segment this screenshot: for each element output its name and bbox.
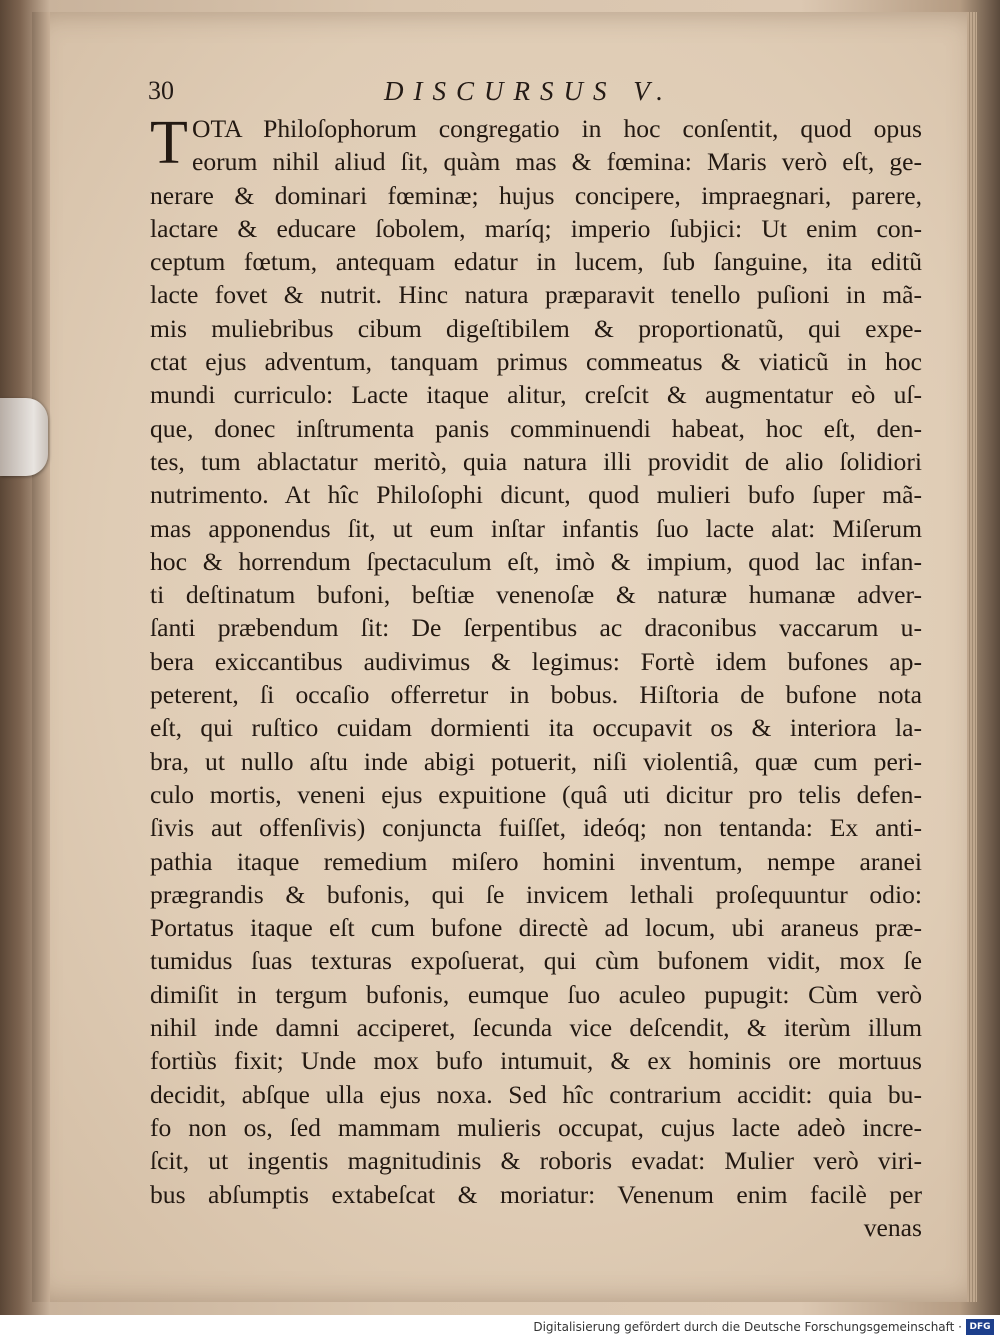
catchword: venas <box>863 1212 922 1242</box>
text-line: fo non os, ſed mammam mulieris occupat, cujus lacte adeò incre- <box>150 1112 922 1142</box>
text-line: ctat ejus adventum, tanquam primus commeatus & viaticũ in hoc <box>150 347 922 377</box>
text-line: culo mortis, veneni ejus expuitione (quâ uti dicitur pro telis defen- <box>150 779 922 809</box>
text-line: eſt, qui ruſtico cuidam dormienti ita occupavit os & interiora la- <box>150 713 922 743</box>
drop-cap: T <box>150 109 188 177</box>
text-line: bus abſumptis extabeſcat & moriatur: Venenum enim facilè per <box>150 1179 922 1209</box>
page-number: 30 <box>148 76 174 105</box>
text-line: ſivis aut offenſivis) conjuncta fuiſſet, ideóq; non tentanda: Ex anti- <box>150 813 922 843</box>
text-line: Portatus itaque eſt cum bufone directè ad locum, ubi araneus præ- <box>150 913 922 943</box>
text-line: ti deſtinatum bufoni, beſtiæ venenoſæ & naturæ humanæ adver- <box>150 580 922 610</box>
page-clip <box>0 398 48 476</box>
text-line: lactare & educare ſobolem, maríq; imperio ſubjici: Ut enim con- <box>150 213 922 243</box>
page-fore-edge <box>967 12 977 1302</box>
text-line: ſanti præbendum ſit: De ſerpentibus ac draconibus vaccarum u- <box>150 613 922 643</box>
page-header <box>148 72 908 112</box>
text-line: decidit, abſque ulla ejus noxa. Sed hîc contrarium accidit: quia bu- <box>150 1079 922 1109</box>
text-line: bera exiccantibus audivimus & legimus: Fortè idem bufones ap- <box>150 646 922 676</box>
text-line: prægrandis & bufonis, qui ſe invicem lethali proſequuntur odio: <box>150 879 922 909</box>
text-line: mundi curriculo: Lacte itaque alitur, creſcit & augmentatur eò uſ- <box>150 380 922 410</box>
digitization-credit: Digitalisierung gefördert durch die Deutsche Forschungsgemeinschaft · <box>533 1320 962 1334</box>
text-line: tes, tum ablactatur meritò, quia natura illi providit de alio ſolidiori <box>150 446 922 476</box>
footer-bar <box>0 1315 1000 1343</box>
text-line: OTA Philoſophorum congregatio in hoc conſentit, quod opus <box>192 114 922 143</box>
text-line: nerare & dominari fœminæ; hujus concipere, impraegnari, parere, <box>150 180 922 210</box>
text-line: mis muliebribus cibum digeſtibilem & proportionatũ, qui expe- <box>150 313 922 343</box>
text-line: ceptum fœtum, antequam edatur in lucem, ſub ſanguine, ita editũ <box>150 247 922 277</box>
text-line: peterent, ſi occaſio offerretur in bobus. Hiſtoria de bufone nota <box>150 680 922 710</box>
running-title: DISCURSUS V. <box>384 76 674 106</box>
text-line: eorum nihil aliud ſit, quàm mas & fœmina: Maris verò eſt, ge- <box>192 147 922 177</box>
text-line: lacte fovet & nutrit. Hinc natura præparavit tenello puſioni in mã- <box>150 280 922 310</box>
dfg-logo-icon: DFG <box>966 1319 994 1335</box>
text-line: bra, ut nullo aſtu inde abigi potuerit, niſi violentiâ, quæ cum peri- <box>150 746 922 776</box>
text-line: nihil inde damni acciperet, ſecunda vice deſcendit, & iterùm illum <box>150 1013 922 1043</box>
text-line: tumidus ſuas texturas expoſuerat, qui cùm bufonem vidit, mox ſe <box>150 946 922 976</box>
gutter-shadow <box>32 12 50 1302</box>
text-line: pathia itaque remedium miſero homini inventum, nempe aranei <box>150 846 922 876</box>
text-line: mas apponendus ſit, ut eum inſtar infantis ſuo lacte alat: Miſerum <box>150 513 922 543</box>
text-line: que, donec inſtrumenta panis comminuendi habeat, hoc eſt, den- <box>150 413 922 443</box>
text-line: fortiùs fixit; Unde mox bufo intumuit, & ex hominis ore mortuus <box>150 1046 922 1076</box>
text-line: ſcit, ut ingentis magnitudinis & roboris evadat: Mulier verò viri- <box>150 1146 922 1176</box>
body-text <box>150 109 922 1244</box>
text-line: dimiſit in tergum bufonis, eumque ſuo aculeo pupugit: Cùm verò <box>150 979 922 1009</box>
text-line: nutrimento. At hîc Philoſophi dicunt, quod mulieri bufo ſuper mã- <box>150 480 922 510</box>
text-line: hoc & horrendum ſpectaculum eſt, imò & impium, quod lac infan- <box>150 546 922 576</box>
